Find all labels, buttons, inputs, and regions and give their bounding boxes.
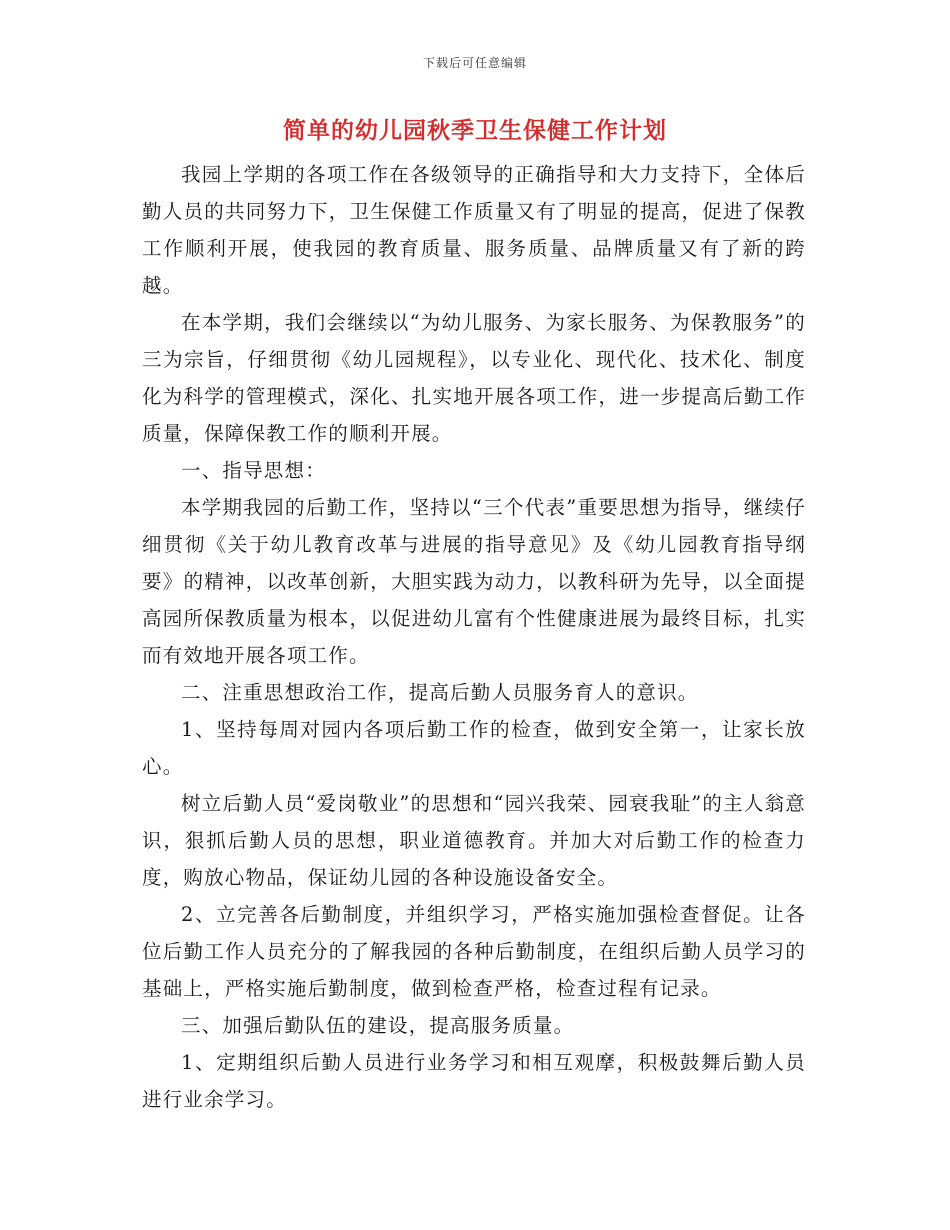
- paragraph: 我园上学期的各项工作在各级领导的正确指导和大力支持下，全体后勤人员的共同努力下，卫生保健工作质量又有了明显的提高，促进了保教工作顺利开展，使我园的教育质量、服务质量、品牌质量又有了新的跨越。: [142, 163, 806, 297]
- document-title: 简单的幼儿园秋季卫生保健工作计划: [283, 118, 667, 144]
- paragraph: 1、定期组织后勤人员进行业务学习和相互观摩，积极鼓舞后勤人员进行业余学习。: [142, 1051, 806, 1111]
- paragraph: 在本学期，我们会继续以“为幼儿服务、为家长服务、为保教服务”的三为宗旨，仔细贯彻《幼儿园规程》，以专业化、现代化、技术化、制度化为科学的管理模式，深化、扎实地开展各项工作，进一步提高后勤工作质量，保障保教工作的顺利开展。: [142, 311, 806, 445]
- paragraph: 本学期我园的后勤工作，坚持以“三个代表”重要思想为指导，继续仔细贯彻《关于幼儿教育改革与进展的指导意见》及《幼儿园教育指导纲要》的精神，以改革创新，大胆实践为动力，以教科研为先导，以全面提高园所保教质量为根本，以促进幼儿富有个性健康进展为最终目标，扎实而有效地开展各项工作。: [142, 496, 806, 667]
- section-heading: 三、加强后勤队伍的建设，提高服务质量。: [181, 1014, 575, 1037]
- section-heading: 一、指导思想：: [181, 459, 326, 482]
- section-heading: 二、注重思想政治工作，提高后勤人员服务育人的意识。: [181, 681, 699, 704]
- document-body: [142, 156, 806, 1118]
- header-note: 下载后可任意编辑: [422, 56, 527, 70]
- paragraph: 2、立完善各后勤制度，并组织学习，严格实施加强检查督促。让各位后勤工作人员充分的了解我园的各种后勤制度，在组织后勤人员学习的基础上，严格实施后勤制度，做到检查严格，检查过程有记录。: [142, 903, 806, 1000]
- paragraph: 1、坚持每周对园内各项后勤工作的检查，做到安全第一，让家长放心。: [142, 718, 806, 778]
- paragraph: 树立后勤人员“爱岗敬业”的思想和“园兴我荣、园衰我耻”的主人翁意识，狠抓后勤人员的思想，职业道德教育。并加大对后勤工作的检查力度，购放心物品，保证幼儿园的各种设施设备安全。: [142, 792, 806, 889]
